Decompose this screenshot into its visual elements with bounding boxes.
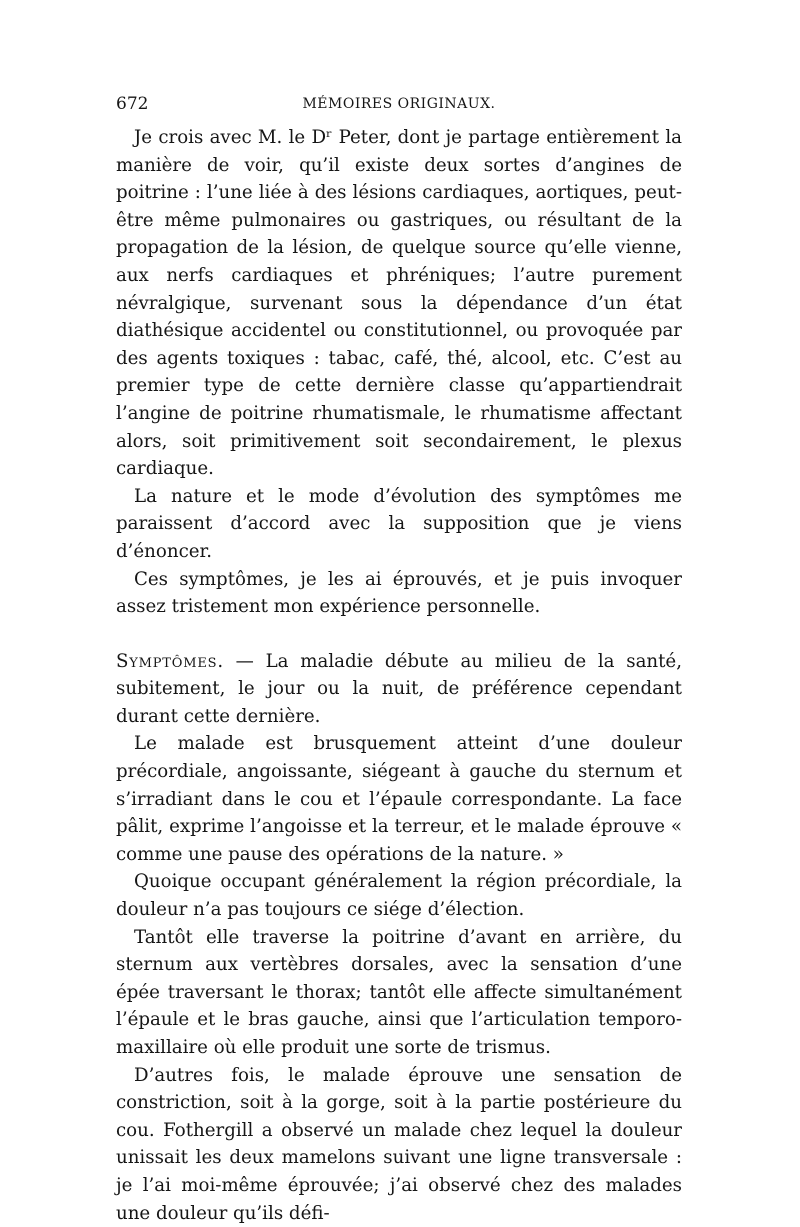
paragraph-6: Quoique occupant généralement la région précordiale, la douleur n’a pas toujours ce siége d’élection. bbox=[116, 871, 682, 921]
section-heading: Symptômes. bbox=[116, 650, 224, 672]
page-header bbox=[116, 94, 682, 116]
paragraph-7: Tantôt elle traverse la poitrine d’avant en arrière, du sternum aux vertèbres dorsales, avec la sensation d’une épée traversant le thorax; tantôt elle affecte simultanément l’épaule et le bras gauche, ainsi que l’articulation temporo-maxillaire où elle produit une sorte de trismus. bbox=[116, 926, 682, 1058]
section-dash: — bbox=[223, 650, 266, 672]
section-spacer bbox=[116, 621, 682, 648]
section-first-text: La maladie débute au milieu de la santé, subitement, le jour ou la nuit, de préférence cependant durant cette dernière. bbox=[116, 650, 682, 727]
paragraph-1: Je crois avec M. le Dʳ Peter, dont je partage entièrement la manière de voir, qu’il existe deux sortes d’angines de poitrine : l’une liée à des lésions cardiaques, aortiques, peut-être même pulmonaires ou gastriques, ou résultant de la propagation de la lésion, de quelque source qu’elle vienne, aux nerfs cardiaques et phréniques; l’autre purement névralgique, survenant sous la dépendance d’un état diathésique accidentel ou constitutionnel, ou provoquée par des agents toxiques : tabac, café, thé, alcool, etc. C’est au premier type de cette dernière classe qu’appartiendrait l’angine de poitrine rhumatismale, le rhumatisme affectant alors, soit primitivement soit secondairement, le plexus cardiaque. bbox=[116, 127, 682, 480]
paragraph-3: Ces symptômes, je les ai éprouvés, et je puis invoquer assez tristement mon expérience personnelle. bbox=[116, 568, 682, 618]
page-number: 672 bbox=[116, 94, 149, 114]
book-page bbox=[116, 94, 682, 1227]
paragraph-8: D’autres fois, le malade éprouve une sensation de constriction, soit à la gorge, soit à la partie postérieure du cou. Fothergill a observé un malade chez lequel la douleur unissait les deux mamelons suivant une ligne transversale : je l’ai moi-même éprouvée; j’ai observé chez des malades une douleur qu’ils défi- bbox=[116, 1064, 682, 1224]
paragraph-2: La nature et le mode d’évolution des symptômes me paraissent d’accord avec la supposition que je viens d’énoncer. bbox=[116, 485, 682, 562]
paragraph-5: Le malade est brusquement atteint d’une douleur précordiale, angoissante, siégeant à gauche du sternum et s’irradiant dans le cou et l’épaule correspondante. La face pâlit, exprime l’angoisse et la terreur, et le malade éprouve « comme une pause des opérations de la nature. » bbox=[116, 733, 682, 865]
section-symptomes-intro bbox=[116, 648, 682, 731]
running-title: MÉMOIRES ORIGINAUX. bbox=[302, 96, 496, 112]
